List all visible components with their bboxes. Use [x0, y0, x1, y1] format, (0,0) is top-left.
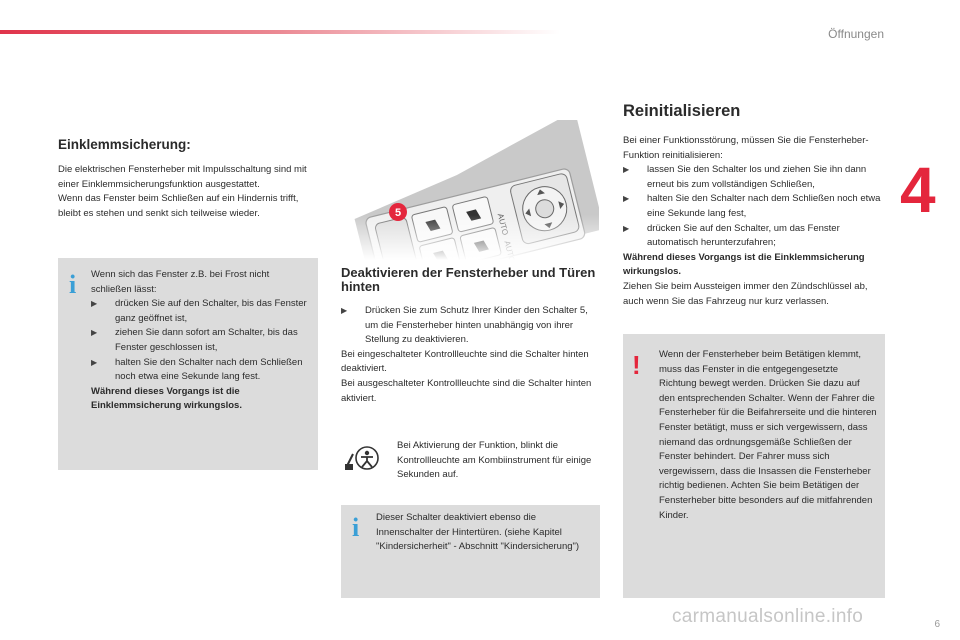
bullet-icon: ▶: [91, 328, 98, 338]
bullet-icon: ▶: [623, 194, 630, 204]
list-item: ▶ halten Sie den Schalter nach dem Schließen noch etwa eine Sekunde lang fest.: [91, 356, 303, 383]
bullet-icon: ▶: [91, 299, 98, 309]
bullet-icon: ▶: [623, 223, 630, 233]
list-item: ▶ ziehen Sie dann sofort am Schalter, bis das Fenster geschlossen ist,: [91, 327, 298, 353]
list-item: ▶ Drücken Sie zum Schutz Ihrer Kinder den Schalter 5, um die Fensterheber hinten unabhängig von ihrer Stellung zu deaktivieren.: [341, 305, 588, 346]
bullet-icon: ▶: [623, 165, 630, 175]
info-box-frost: [58, 258, 318, 470]
warning-box: [623, 334, 885, 598]
deactivate-title: Deaktivieren der Fensterheber und Türen hinten: [341, 265, 596, 294]
watermark: carmanualsonline.info: [672, 606, 864, 627]
info-frost-intro: Wenn sich das Fenster z.B. bei Frost nicht schließen lässt:: [91, 269, 270, 295]
warning-text: Wenn der Fensterheber beim Betätigen klemmt, muss das Fenster in die entgegengesetzte Richtung bewegt werden. Drücken Sie dazu auf den entsprechenden Schalter. Wenn der Fahrer die Fensterheber für die Beifahrerseite und die hinteren Fenster betätigt, muss er sich vergewissern, dass niemand das ordnungsgemäße Schließen der Fenster behindert. Der Fahrer muss sich vergewissern, dass die Insassen die Fensterheber richtig bedienen. Achten Sie beim Betätigen der Fensterheber bitte besonders auf die mitfahrenden Kinder.: [659, 349, 877, 521]
child-lock-lamp-icon: [343, 446, 383, 472]
deactivate-paragraph-2: Bei ausgeschalteter Kontrollleuchte sind die Schalter hinten aktiviert.: [341, 377, 592, 404]
middle-column: [341, 266, 599, 406]
anti-pinch-paragraph-2: Wenn das Fenster beim Schließen auf ein Hindernis trifft, bleibt es stehen und senkt sich teilweise wieder.: [58, 193, 299, 219]
anti-pinch-title: Einklemmsicherung:: [58, 137, 191, 152]
chapter-number: 4: [900, 154, 936, 226]
left-column: [58, 137, 318, 221]
info-icon: i: [69, 270, 77, 299]
bullet-icon: ▶: [341, 306, 348, 315]
info-icon: i: [352, 513, 360, 542]
list-item: ▶ lassen Sie den Schalter los und ziehen Sie ihn dann erneut bis zum vollständigen Schließen,: [623, 164, 867, 190]
page-number: 6: [934, 619, 940, 630]
header-accent-bar: [0, 30, 560, 34]
right-column: [623, 102, 889, 309]
deactivate-paragraph-1: Bei eingeschalteter Kontrollleuchte sind die Schalter hinten deaktiviert.: [341, 348, 589, 375]
reinit-outro: Ziehen Sie beim Aussteigen immer den Zündschlüssel ab, auch wenn Sie das Fahrzeug nur kurz verlassen.: [623, 280, 868, 307]
info-frost-note: Während dieses Vorgangs ist die Einklemmsicherung wirkungslos.: [91, 385, 242, 412]
info-box-child-lock: [341, 505, 600, 598]
reinit-intro: Bei einer Funktionsstörung, müssen Sie die Fensterheber-Funktion reinitialisieren:: [623, 135, 869, 161]
section-title: Öffnungen: [828, 27, 884, 41]
reinit-note: Während dieses Vorgangs ist die Einklemmsicherung wirkungslos.: [623, 251, 865, 278]
warning-icon: !: [632, 350, 641, 380]
window-switch-panel-figure: [341, 120, 599, 260]
list-item: ▶ drücken Sie auf den Schalter, um das Fenster automatisch herunterzufahren;: [623, 222, 840, 249]
child-lock-info-note: Dieser Schalter deaktiviert ebenso die Innenschalter der Hintertüren. (siehe Kapitel "Kindersicherheit" - Abschnitt "Kindersicherung"): [376, 512, 580, 553]
list-item: ▶ drücken Sie auf den Schalter, bis das Fenster ganz geöffnet ist,: [91, 298, 307, 324]
list-item: ▶ halten Sie den Schalter nach dem Schließen noch etwa eine Sekunde lang fest,: [623, 193, 881, 219]
reinit-title: Reinitialisieren: [623, 102, 741, 120]
bullet-icon: ▶: [91, 357, 98, 367]
lamp-note: Bei Aktivierung der Funktion, blinkt die Kontrollleuchte am Kombiinstrument für einige Sekunden auf.: [397, 440, 592, 481]
anti-pinch-paragraph-1: Die elektrischen Fensterheber mit Impulsschaltung sind mit einer Einklemmsicherungsfunktion ausgestattet.: [58, 164, 307, 190]
callout-number: 5: [394, 207, 402, 219]
